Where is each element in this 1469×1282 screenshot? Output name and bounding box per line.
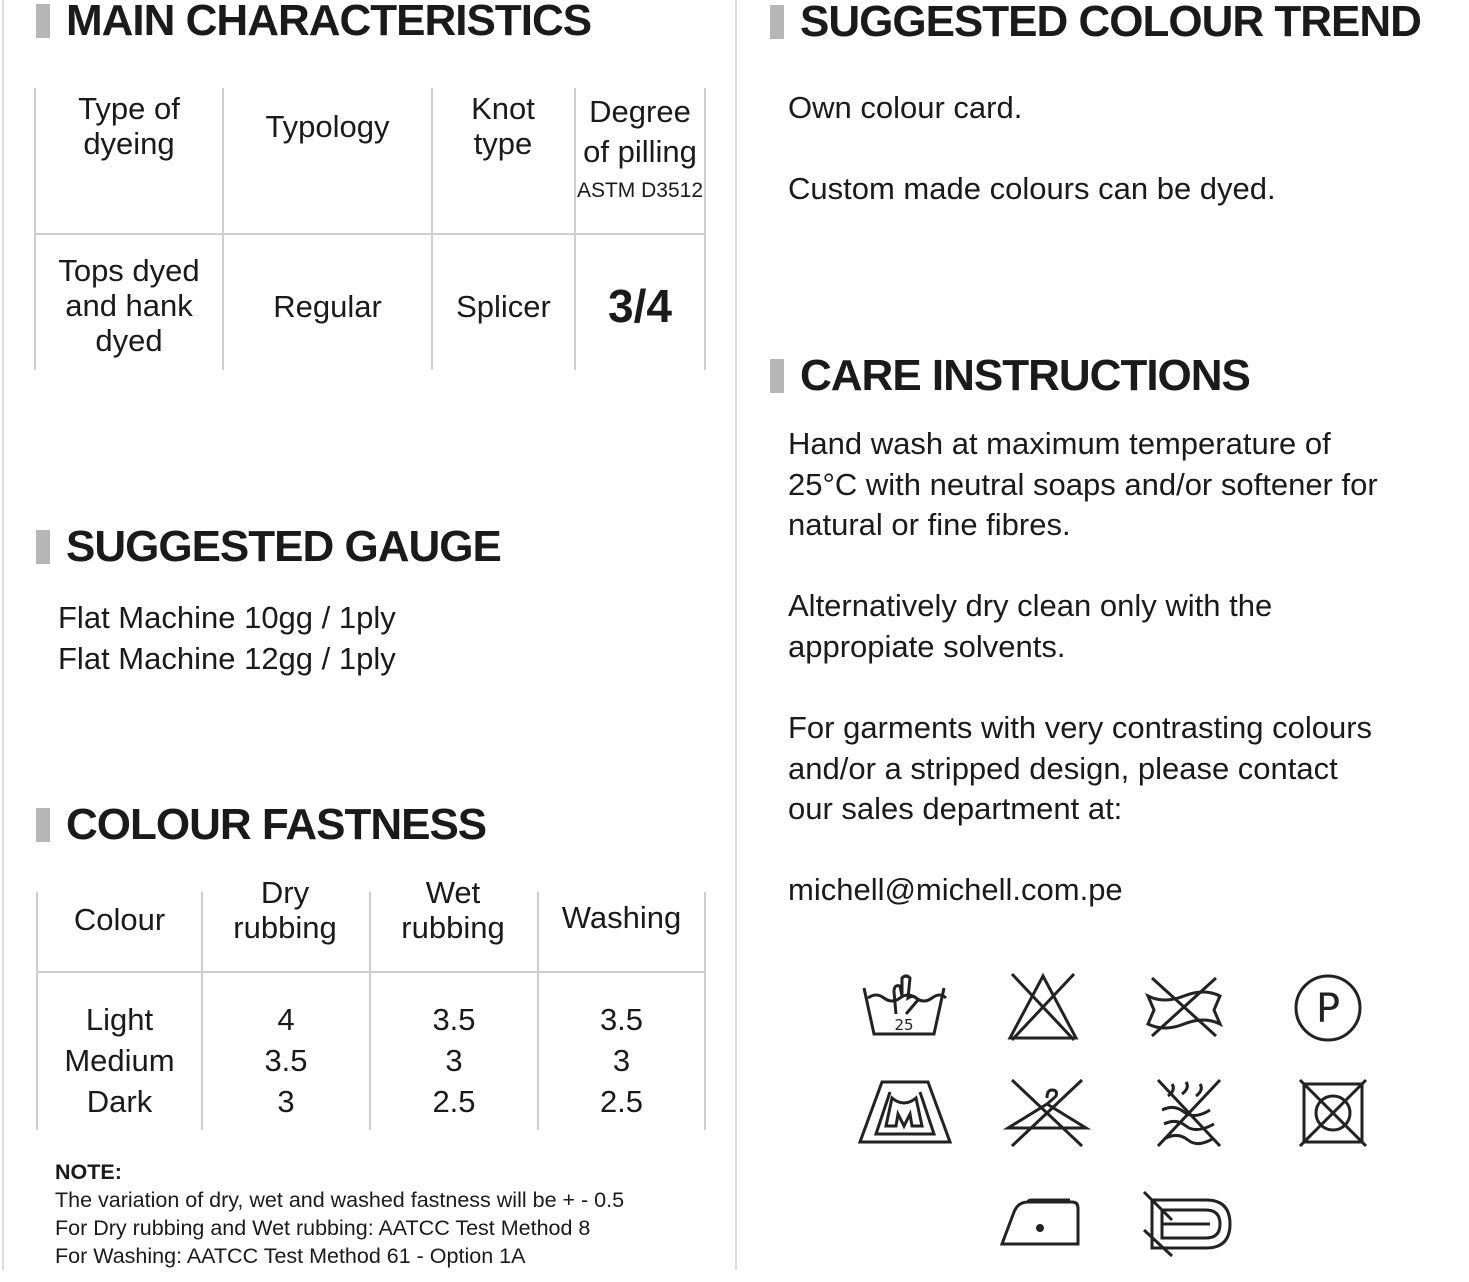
pilling-standard: ASTM D3512: [576, 178, 704, 202]
fastness-header-colour: Colour: [73, 901, 166, 937]
gauge-line: Flat Machine 12gg / 1ply: [58, 641, 396, 676]
value-knot-type: Splicer: [456, 288, 551, 324]
heading-marker: [770, 359, 784, 393]
note-line: For Dry rubbing and Wet rubbing: AATCC Test Method 8: [55, 1216, 591, 1240]
care-instructions-title: CARE INSTRUCTIONS: [800, 351, 1250, 400]
table-row-dark-dry: 3: [277, 1084, 295, 1119]
note-line: The variation of dry, wet and washed fastness will be + - 0.5: [55, 1188, 625, 1212]
column-divider-middle: [735, 0, 737, 1270]
main-characteristics-heading: [36, 0, 591, 46]
fastness-header-washing: Washing: [561, 899, 682, 935]
suggested-gauge-title: SUGGESTED GAUGE: [66, 522, 501, 571]
note-label: NOTE:: [55, 1160, 122, 1184]
colour-trend-line: Custom made colours can be dyed.: [788, 171, 1276, 206]
table-row-medium-dry: 3.5: [264, 1043, 308, 1078]
gauge-line: Flat Machine 10gg / 1ply: [58, 600, 396, 635]
no-wring-icon: [1144, 974, 1224, 1040]
dry-flat-icon: [856, 1078, 954, 1146]
sales-email-link[interactable]: michell@michell.com.pe: [788, 872, 1123, 907]
dry-clean-letter: P: [1315, 986, 1341, 1032]
dry-clean-p-icon: [1292, 972, 1364, 1044]
header-degree-of-pilling: Degree of pilling: [583, 94, 697, 169]
care-paragraph-line: Hand wash at maximum temperature of: [788, 426, 1331, 461]
value-typology: Regular: [273, 288, 382, 324]
column-divider-left: [2, 0, 4, 1270]
care-paragraph-line: our sales department at:: [788, 791, 1123, 826]
fastness-header-wet-rubbing: Wet rubbing: [401, 875, 505, 945]
care-paragraph-line: For garments with very contrasting colours: [788, 710, 1373, 745]
table-row-medium-washing: 3: [612, 1043, 631, 1078]
care-instructions-heading: [770, 351, 1250, 401]
dry-in-shade-icon: [1140, 1190, 1234, 1258]
header-type-of-dyeing: Type of dyeing: [78, 91, 180, 161]
colour-trend-line: Own colour card.: [788, 90, 1023, 125]
no-tumble-dry-icon: [1298, 1078, 1368, 1148]
table-row-medium-wet: 3: [445, 1043, 463, 1078]
colour-fastness-heading: [36, 800, 486, 850]
suggested-gauge-heading: [36, 522, 501, 572]
iron-low-icon: [998, 1198, 1084, 1250]
table-row-dark-wet: 2.5: [432, 1084, 476, 1119]
table-row-light-washing: 3.5: [599, 1002, 644, 1037]
heading-marker: [36, 808, 50, 842]
colour-trend-title: SUGGESTED COLOUR TREND: [800, 0, 1421, 46]
care-paragraph-line: Alternatively dry clean only with the: [788, 588, 1273, 623]
table-row-medium-colour: Medium: [64, 1043, 175, 1078]
no-bleach-icon: [1006, 972, 1080, 1042]
value-degree-of-pilling: 3/4: [608, 279, 672, 332]
heading-marker: [770, 5, 784, 39]
header-knot-type: Knot type: [471, 91, 535, 161]
table-row-light-wet: 3.5: [432, 1002, 476, 1037]
fastness-header-dry-rubbing: Dry rubbing: [233, 875, 337, 945]
care-paragraph-line: 25°C with neutral soaps and/or softener for: [788, 467, 1378, 502]
table-row-dark-washing: 2.5: [599, 1084, 644, 1119]
header-typology: Typology: [265, 108, 390, 144]
colour-fastness-title: COLOUR FASTNESS: [66, 800, 487, 849]
table-row-light-dry: 4: [277, 1002, 295, 1037]
value-type-of-dyeing: Tops dyed and hank dyed: [58, 252, 200, 358]
care-paragraph-line: appropiate solvents.: [788, 629, 1066, 664]
wash-temp-label: 25: [894, 1016, 914, 1034]
care-paragraph-line: and/or a stripped design, please contact: [788, 751, 1338, 786]
hand-wash-icon: [858, 968, 950, 1042]
no-steam-icon: [1154, 1076, 1224, 1150]
heading-marker: [36, 4, 50, 38]
colour-trend-heading: [770, 0, 1421, 47]
care-paragraph-line: natural or fine fibres.: [788, 507, 1071, 542]
heading-marker: [36, 530, 50, 564]
note-line: For Washing: AATCC Test Method 61 - Option 1A: [55, 1244, 526, 1268]
no-hang-dry-icon: [1002, 1076, 1092, 1150]
table-row-light-colour: Light: [85, 1002, 154, 1037]
table-row-dark-colour: Dark: [86, 1084, 153, 1119]
main-characteristics-title: MAIN CHARACTERISTICS: [66, 0, 592, 45]
